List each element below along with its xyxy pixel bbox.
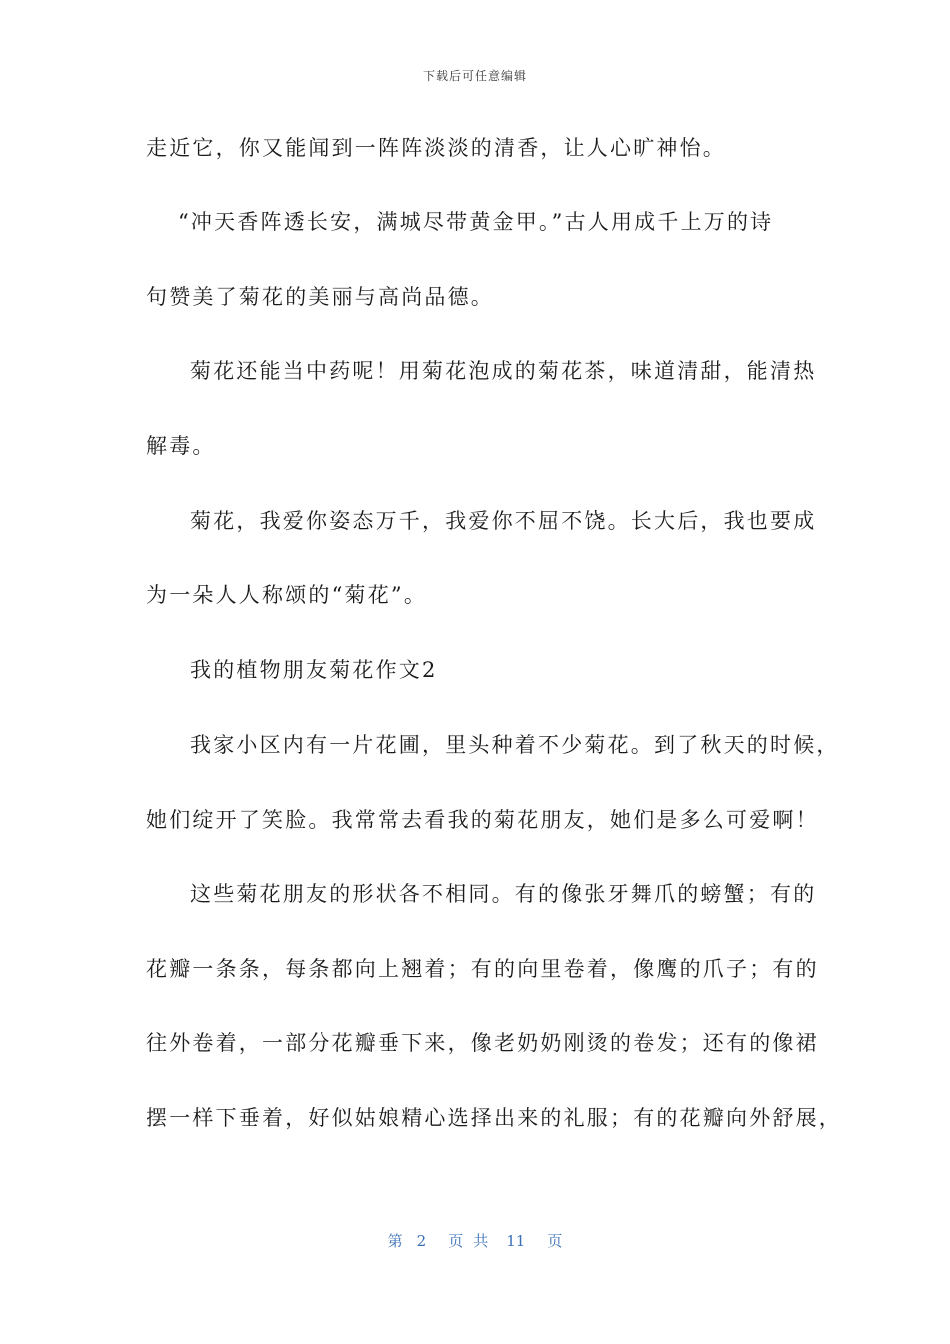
body-line-3: 句赞美了菊花的美丽与高尚品德。 bbox=[146, 285, 494, 309]
footer-middle: 页共 bbox=[448, 1232, 499, 1250]
footer-prefix: 第 bbox=[387, 1232, 403, 1250]
body-line-1: 走近它，你又能闻到一阵阵淡淡的清香，让人心旷神怡。 bbox=[146, 136, 726, 160]
body-line-6: 菊花，我爱你姿态万千，我爱你不屈不饶。长大后，我也要成 bbox=[190, 509, 817, 533]
footer-suffix: 页 bbox=[547, 1232, 563, 1250]
body-line-14: 摆一样下垂着，好似姑娘精心选择出来的礼服；有的花瓣向外舒展， bbox=[146, 1106, 842, 1130]
body-line-4: 菊花还能当中药呢！用菊花泡成的菊花茶，味道清甜，能清热 bbox=[190, 359, 817, 383]
body-line-7: 为一朵人人称颂的“菊花”。 bbox=[146, 583, 428, 607]
body-line-5: 解毒。 bbox=[146, 434, 216, 458]
body-line-2: “冲天香阵透长安，满城尽带黄金甲。”古人用成千上万的诗 bbox=[178, 210, 774, 234]
section-heading: 我的植物朋友菊花作文2 bbox=[190, 658, 438, 682]
footer-total-pages: 11 bbox=[506, 1232, 526, 1250]
page-header-note: 下载后可任意编辑 bbox=[422, 69, 527, 83]
page-footer bbox=[0, 1230, 950, 1251]
body-line-13: 往外卷着，一部分花瓣垂下来，像老奶奶刚烫的卷发；还有的像裙 bbox=[146, 1031, 819, 1055]
body-line-12: 花瓣一条条，每条都向上翘着；有的向里卷着，像鹰的爪子；有的 bbox=[146, 957, 819, 981]
footer-page-number: 2 bbox=[416, 1232, 427, 1250]
body-line-10: 她们绽开了笑脸。我常常去看我的菊花朋友，她们是多么可爱啊！ bbox=[146, 808, 819, 832]
body-line-9: 我家小区内有一片花圃，里头种着不少菊花。到了秋天的时候， bbox=[190, 733, 840, 757]
body-line-11: 这些菊花朋友的形状各不相同。有的像张牙舞爪的螃蟹；有的 bbox=[190, 882, 817, 906]
